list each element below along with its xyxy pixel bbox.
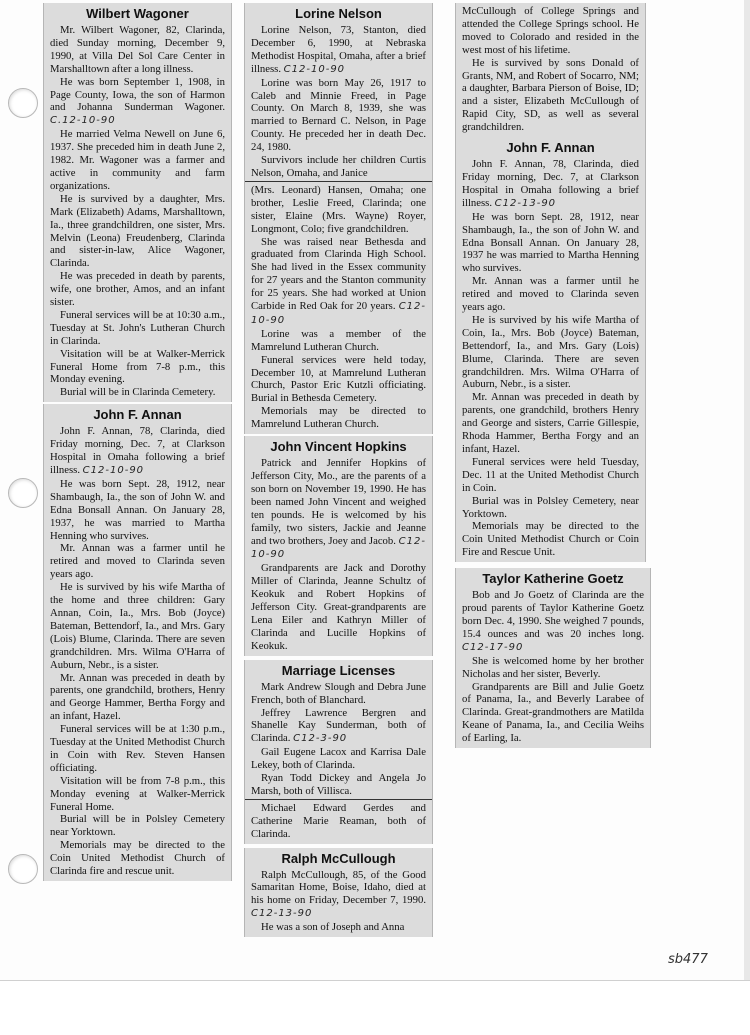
annan1-p1-text: John F. Annan, 78, Clarinda, died Friday morning, Dec. 7, at Clarkson Hospital in Omaha following a brief illness. <box>50 425 225 476</box>
annan2-p1-text: John F. Annan, 78, Clarinda, died Friday morning, Dec. 7, at Clarkson Hospital in Omaha following a brief illness. <box>462 158 639 209</box>
mccullough-p3: McCullough of College Springs and attended the College Springs school. He moved to Colorado and resided in the west most of his lifetime. <box>462 5 639 56</box>
wagoner-p2-text: He was born September 1, 1908, in Page County, Iowa, the son of Harmon and Johanna Sunderman Wagoner. <box>50 75 225 114</box>
nelson-handwritten-date-1: C12-10-90 <box>283 63 346 75</box>
annan1-p1 <box>50 425 225 478</box>
nelson-p2: Lorine was born May 26, 1917 to Caleb and Minnie Freed, in Page County. On March 8, 1939, she was married to Bernard C. Nelson, in Page County. He preceded her in death Dec. 24, 1980. <box>251 76 426 154</box>
nelson-p3a: Survivors include her children Curtis Nelson, Omaha, and Janice <box>251 154 426 179</box>
annan2-p1 <box>462 158 639 211</box>
marriage-licenses <box>244 660 433 844</box>
wagoner-obituary <box>43 3 232 402</box>
annan2-p6: Funeral services were held Tuesday, Dec. 11 at the United Methodist Church in Coin. <box>462 455 639 494</box>
hopkins-birth-notice <box>244 436 433 656</box>
annan1-handwritten-date: C12-10-90 <box>82 465 145 476</box>
nelson-p6: Funeral services were held today, December 10, at Mamrelund Lutheran Church, Pastor Eric Kutzli officiating. Burial in Bethesda Cemetery. <box>251 353 426 405</box>
nelson-p4-text: She was raised near Bethesda and graduated from Clarinda High School. She had lived in the Essex community for 27 years and the Stanton community for 25 years. She had worked at Union Carbide in Red Oak for 20 years. <box>251 235 426 313</box>
annan2-p4: He is survived by his wife Martha of Coin, Ia., Mrs. Bob (Joyce) Bateman, Bettendorf, Ia., and Mrs. Gary (Lois) Blume, Clarinda. There are seven grandchildren. Mrs. Wilma O'Harra of Auburn, Nebr., is a sister. <box>462 313 639 391</box>
mccullough-p4: He is survived by sons Donald of Grants, NM, and Robert of Socarro, NM; a daughter, Barbara Pierson of Boise, ID; and a sister, Elizabeth McCullough of Rapid City, SD, as well as several grandchildren. <box>462 56 639 134</box>
marriage-p2 <box>251 707 426 747</box>
mccullough-obituary-part-1 <box>244 848 433 938</box>
wagoner-p1: Mr. Wilbert Wagoner, 82, Clarinda, died Sunday morning, December 9, 1990, at Villa Del Sol Care Center in Marshalltown after a long illness. <box>50 24 225 75</box>
wagoner-p6: Funeral services will be at 10:30 a.m., Tuesday at St. John's Lutheran Church in Clarinda. <box>50 308 225 347</box>
binder-hole-middle <box>8 478 38 508</box>
annan1-p9: Memorials may be directed to the Coin United Methodist Church of Clarinda fire and rescue unit. <box>50 839 225 878</box>
goetz-birth-notice <box>455 568 651 748</box>
mccullough-obituary-part-2 <box>455 3 646 137</box>
annan1-p3: Mr. Annan was a farmer until he retired and moved to Clarinda seven years ago. <box>50 542 225 581</box>
clipping-divider <box>245 799 432 800</box>
nelson-handwritten-date-2: C12-10-90 <box>251 301 427 326</box>
annan1-p7: Visitation will be from 7-8 p.m., this Monday evening at Walker-Merrick Funeral Home. <box>50 774 225 813</box>
binder-hole-bottom <box>8 854 38 884</box>
annan2-p5: Mr. Annan was preceded in death by parents, one grandchild, brothers Henry and George and sisters, Carrie Gillespie, Rhoda Hammer, Bertha Forgy and an infant, Hazel. <box>462 391 639 455</box>
marriage-p2-text: Jeffrey Lawrence Bergren and Shanelle Kay Sunderman, both of Clarinda. <box>251 706 426 745</box>
binder-hole-top <box>8 88 38 118</box>
mccullough-title: Ralph McCullough <box>281 850 396 866</box>
marriage-p4: Ryan Todd Dickey and Angela Jo Marsh, both of Villisca. <box>251 772 426 797</box>
hopkins-p2: Grandparents are Jack and Dorothy Miller of Clarinda, Jeanne Schultz of Keokuk and Robert Hopkins of Jefferson City. Great-grandparents are Lena Eiler and Kathryn Miller of Clarinda and Lucille Hopkins of Keokuk. <box>251 562 426 652</box>
annan2-p7: Burial was in Polsley Cemetery, near Yorktown. <box>462 494 639 520</box>
wagoner-p3: He married Velma Newell on June 6, 1937. She preceded him in death June 2, 1982. Mr. Wagoner was a farmer and active in community and farm organizations. <box>50 128 225 192</box>
wagoner-p7: Visitation will be at Walker-Merrick Funeral Home from 7-8 p.m., this Monday evening. <box>50 347 225 386</box>
annan1-p2: He was born Sept. 28, 1912, near Shambaugh, Ia., the son of John W. and Edna Bonsall Annan. On January 28, 1937, he was married to Martha Henning who survives. <box>50 477 225 542</box>
goetz-handwritten-date: C12-17-90 <box>462 641 524 653</box>
nelson-title: Lorine Nelson <box>295 6 382 21</box>
wagoner-p8: Burial will be in Clarinda Cemetery. <box>60 386 216 399</box>
goetz-p1-text: Bob and Jo Goetz of Clarinda are the proud parents of Taylor Katherine Goetz born Dec. 4, 1990. She weighed 7 pounds, 15.4 ounces and was 20 inches long. <box>462 589 644 640</box>
marriage-handwritten-date: C12-3-90 <box>293 733 348 745</box>
annan-obituary-2 <box>455 137 646 562</box>
hopkins-title: John Vincent Hopkins <box>270 439 407 455</box>
goetz-p2: She is welcomed home by her brother Nicholas and her sister, Beverly. <box>462 654 644 680</box>
nelson-p4 <box>251 236 426 328</box>
annan2-p2: He was born Sept. 28, 1912, near Shambaugh, Ia., the son of John W. and Edna Bonsall Annan. On January 28, 1937 he was married to Martha Henning who survives. <box>462 210 639 275</box>
wagoner-p4: He is survived by a daughter, Mrs. Mark (Elizabeth) Adams, Marshalltown, Ia., three grandchildren, one sister, Mrs. Melvin (Leona) Freudenberg, Clarinda and sister-in-law, Alice Wagoner, Clarinda. <box>50 192 225 270</box>
nelson-p5: Lorine was a member of the Mamrelund Lutheran Church. <box>251 327 426 353</box>
marriage-p3: Gail Eugene Lacox and Karrisa Dale Lekey, both of Clarinda. <box>251 746 426 772</box>
mccullough-p1-text: Ralph McCullough, 85, of the Good Samaritan Home, Boise, Idaho, died at his home on Friday, December 7, 1990. <box>251 868 426 907</box>
column-1 <box>43 3 232 881</box>
wagoner-p2 <box>50 76 225 129</box>
annan1-title: John F. Annan <box>93 407 182 423</box>
wagoner-title: Wilbert Wagoner <box>86 6 189 21</box>
hopkins-handwritten-date: C12-10-90 <box>251 535 426 561</box>
marriage-p1: Mark Andrew Slough and Debra June French, both of Blanchard. <box>251 680 426 706</box>
clipping-fold-line <box>245 181 432 182</box>
annan1-p4: He is survived by his wife Martha of the home and three children: Gary Annan, Coin, Ia., Mrs. Bob (Joyce) Bateman, Bettendorf, Ia., and Mrs. Gary (Lois) Blume, Clarinda. There are seven grandchildren. Mrs. Wilma O'Harra of Auburn, Nebr., is a sister. <box>50 581 225 671</box>
annan2-handwritten-date: C12-13-90 <box>494 197 557 209</box>
wagoner-p5: He was preceded in death by parents, wife, one brother, Amos, and an infant sister. <box>50 270 225 309</box>
mccullough-p2: He was a son of Joseph and Anna <box>261 921 405 934</box>
nelson-p1-text: Lorine Nelson, 73, Stanton, died December 6, 1990, at Nebraska Methodist Hospital, Omaha, after a brief illness. <box>251 24 426 75</box>
annan-obituary-1 <box>43 404 232 881</box>
mccullough-handwritten-date: C12-13-90 <box>251 908 313 920</box>
hopkins-p1 <box>251 457 426 562</box>
goetz-p1 <box>462 589 644 655</box>
annan2-title: John F. Annan <box>506 140 595 156</box>
nelson-p3b: (Mrs. Leonard) Hansen, Omaha; one brother, Leslie Freed, Clarinda; one sister, Elaine (Mrs. Wayne) Royer, Longmont, Colo; five grandchildren. <box>251 183 426 235</box>
nelson-p7: Memorials may be directed to Mamrelund Lutheran Church. <box>251 405 426 431</box>
wagoner-handwritten-date: C.12-10-90 <box>50 115 116 127</box>
marriage-title: Marriage Licenses <box>281 662 396 678</box>
annan2-p3: Mr. Annan was a farmer until he retired and moved to Clarinda seven years ago. <box>462 275 639 314</box>
annan1-p8: Burial will be in Polsley Cemetery near Yorktown. <box>50 813 225 839</box>
goetz-p3: Grandparents are Bill and Julie Goetz of Panama, Ia., and Beverly Larabee of Clarinda. Great-grandmothers are Matilda Keane of Panama, Ia., and Cecilia Weihs of Earling, Ia. <box>462 680 644 745</box>
mccullough-p1 <box>251 869 426 922</box>
column-2 <box>244 3 433 937</box>
goetz-title: Taylor Katherine Goetz <box>482 571 624 587</box>
hopkins-p1-text: Patrick and Jennifer Hopkins of Jefferson City, Mo., are the parents of a son born on November 19, 1990. He has been named John Vincent and weighed ten pounds. He is welcomed by his family, two sisters, Jackie and Jeanne and two brothers, Joey and Jacob. <box>251 457 426 547</box>
nelson-obituary <box>244 3 433 434</box>
annan2-p8: Memorials may be directed to the Coin United Methodist Church or Coin Fire and Rescue Unit. <box>462 520 639 559</box>
page-bottom-edge <box>0 980 750 1035</box>
page-number-stamp: sb477 <box>668 952 708 967</box>
annan1-p5: Mr. Annan was preceded in death by parents, one grandchild, brothers, Henry and George Hammer, Bertha Forgy and an infant, Hazel. <box>50 671 225 723</box>
column-3 <box>455 3 646 748</box>
nelson-p1 <box>251 24 426 77</box>
annan1-p6: Funeral services will be at 1:30 p.m., Tuesday at the United Methodist Church in Coin with Rev. Steven Hansen officiating. <box>50 723 225 774</box>
page-shadow <box>744 0 750 980</box>
marriage-p5: Michael Edward Gerdes and Catherine Marie Reaman, both of Clarinda. <box>251 801 426 840</box>
